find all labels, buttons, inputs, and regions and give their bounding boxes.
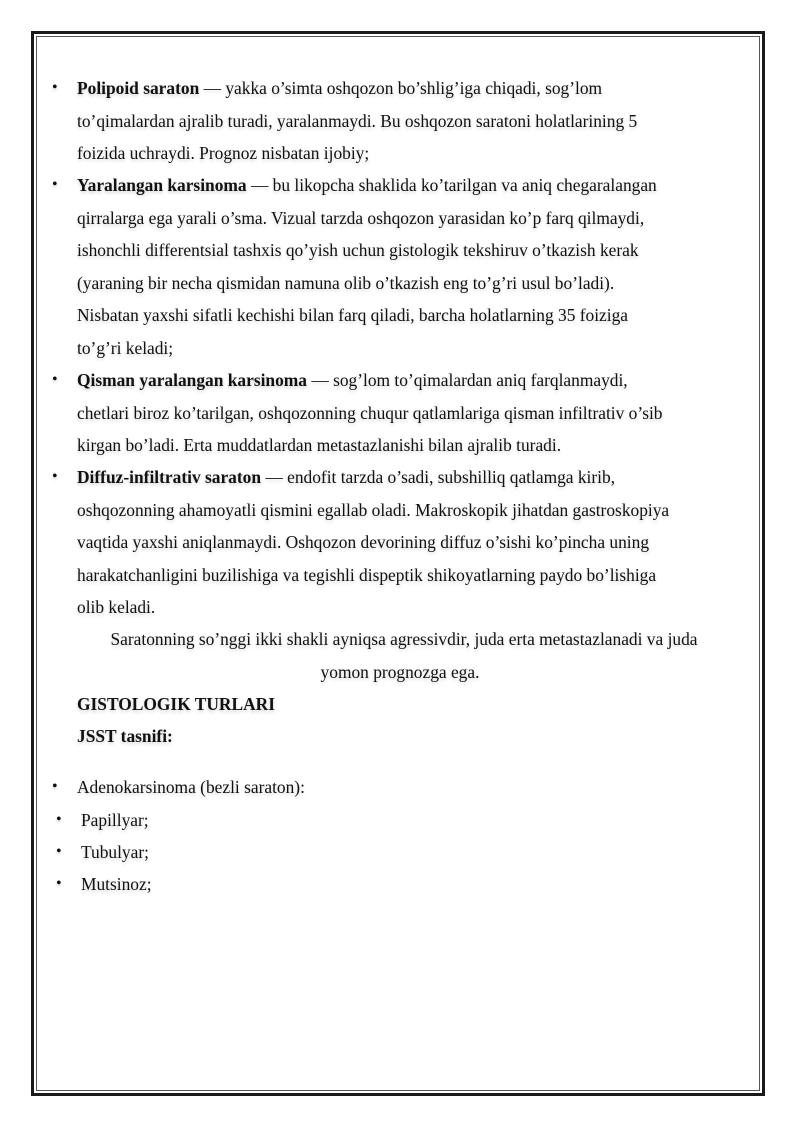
text-line: oshqozonning ahamoyatli qismini egallab oladi. Makroskopik jihatdan gastroskopiya — [77, 499, 670, 520]
term-qisman: Qisman yaralangan karsinoma — [77, 370, 307, 390]
text-line: vaqtida yaxshi aniqlanmaydi. Oshqozon devorining diffuz o’sishi ko’pincha uning — [77, 532, 650, 552]
text-line: Papillyar; — [81, 810, 149, 830]
text-line: chetlari biroz ko’tarilgan, oshqozonning chuqur qatlamlariga qisman infiltrativ o’sib — [77, 402, 663, 423]
bullet-icon: • — [56, 875, 62, 892]
list-item-tubulyar — [56, 836, 149, 869]
bullet-icon: • — [52, 176, 58, 193]
bullet-icon: • — [52, 371, 58, 388]
section-heading: GISTOLOGIK TURLARI — [77, 694, 275, 714]
text-line: (yaraning bir necha qismidan namuna olib o’tkazish eng to’g’ri usul bo’ladi). — [77, 272, 615, 293]
text-line: Tubulyar; — [81, 842, 149, 862]
term-diffuz: Diffuz-infiltrativ saraton — [77, 467, 262, 487]
text-line: — endofit tarzda o’sadi, subshilliq qatlamga kirib, — [261, 467, 616, 487]
term-yaralangan: Yaralangan karsinoma — [77, 175, 247, 195]
list-item-polipoid — [52, 72, 727, 170]
list-item-mutsinoz — [56, 868, 152, 901]
text-line: to’g’ri keladi; — [77, 337, 174, 358]
text-line: harakatchanligini buzilishiga va tegishli dispeptik shikoyatlarning paydo bo’lishiga — [77, 564, 657, 585]
text-line: Adenokarsinoma (bezli saraton): — [77, 777, 305, 797]
list-item-diffuz — [52, 461, 727, 624]
list-item-yaralangan — [52, 169, 727, 364]
text-line: — sog’lom to’qimalardan aniq farqlanmaydi, — [306, 370, 628, 390]
text-line: kirgan bo’ladi. Erta muddatlardan metastazlanishi bilan ajralib turadi. — [77, 435, 562, 455]
text-line: Mutsinoz; — [81, 874, 152, 894]
bullet-icon: • — [56, 811, 62, 828]
text-line: foizida uchraydi. Prognoz nisbatan ijobiy; — [77, 143, 370, 163]
term-polipoid: Polipoid saraton — [77, 78, 200, 98]
summary-line-2: yomon prognozga ega. — [320, 662, 480, 682]
text-line: ishonchli differentsial tashxis qo’yish uchun gistologik tekshiruv o’tkazish kerak — [77, 240, 639, 260]
bullet-icon: • — [56, 843, 62, 860]
list-item-qisman — [52, 364, 727, 462]
text-line: qirralarga ega yarali o’sma. Vizual tarzda oshqozon yarasidan ko’p farq qilmaydi, — [77, 207, 645, 228]
text-line: Nisbatan yaxshi sifatli kechishi bilan farq qiladi, barcha holatlarning 35 foiziga — [77, 305, 629, 325]
list-item-papillyar — [56, 804, 149, 837]
bullet-icon: • — [52, 778, 58, 795]
bullet-icon: • — [52, 468, 58, 485]
list-item-adenokarsinoma — [52, 771, 305, 804]
summary-line-1: Saratonning so’nggi ikki shakli ayniqsa agressivdir, juda erta metastazlanadi va juda — [110, 629, 698, 649]
classification-heading: JSST tasnifi: — [77, 726, 173, 746]
bullet-icon: • — [52, 79, 58, 96]
text-line: — bu likopcha shaklida ko’tarilgan va aniq chegaralangan — [246, 175, 657, 195]
text-line: to’qimalardan ajralib turadi, yaralanmaydi. Bu oshqozon saratoni holatlarining 5 — [77, 110, 638, 131]
text-line: olib keladi. — [77, 597, 156, 617]
text-line: — yakka o’simta oshqozon bo’shlig’iga chiqadi, sog’lom — [199, 78, 603, 98]
